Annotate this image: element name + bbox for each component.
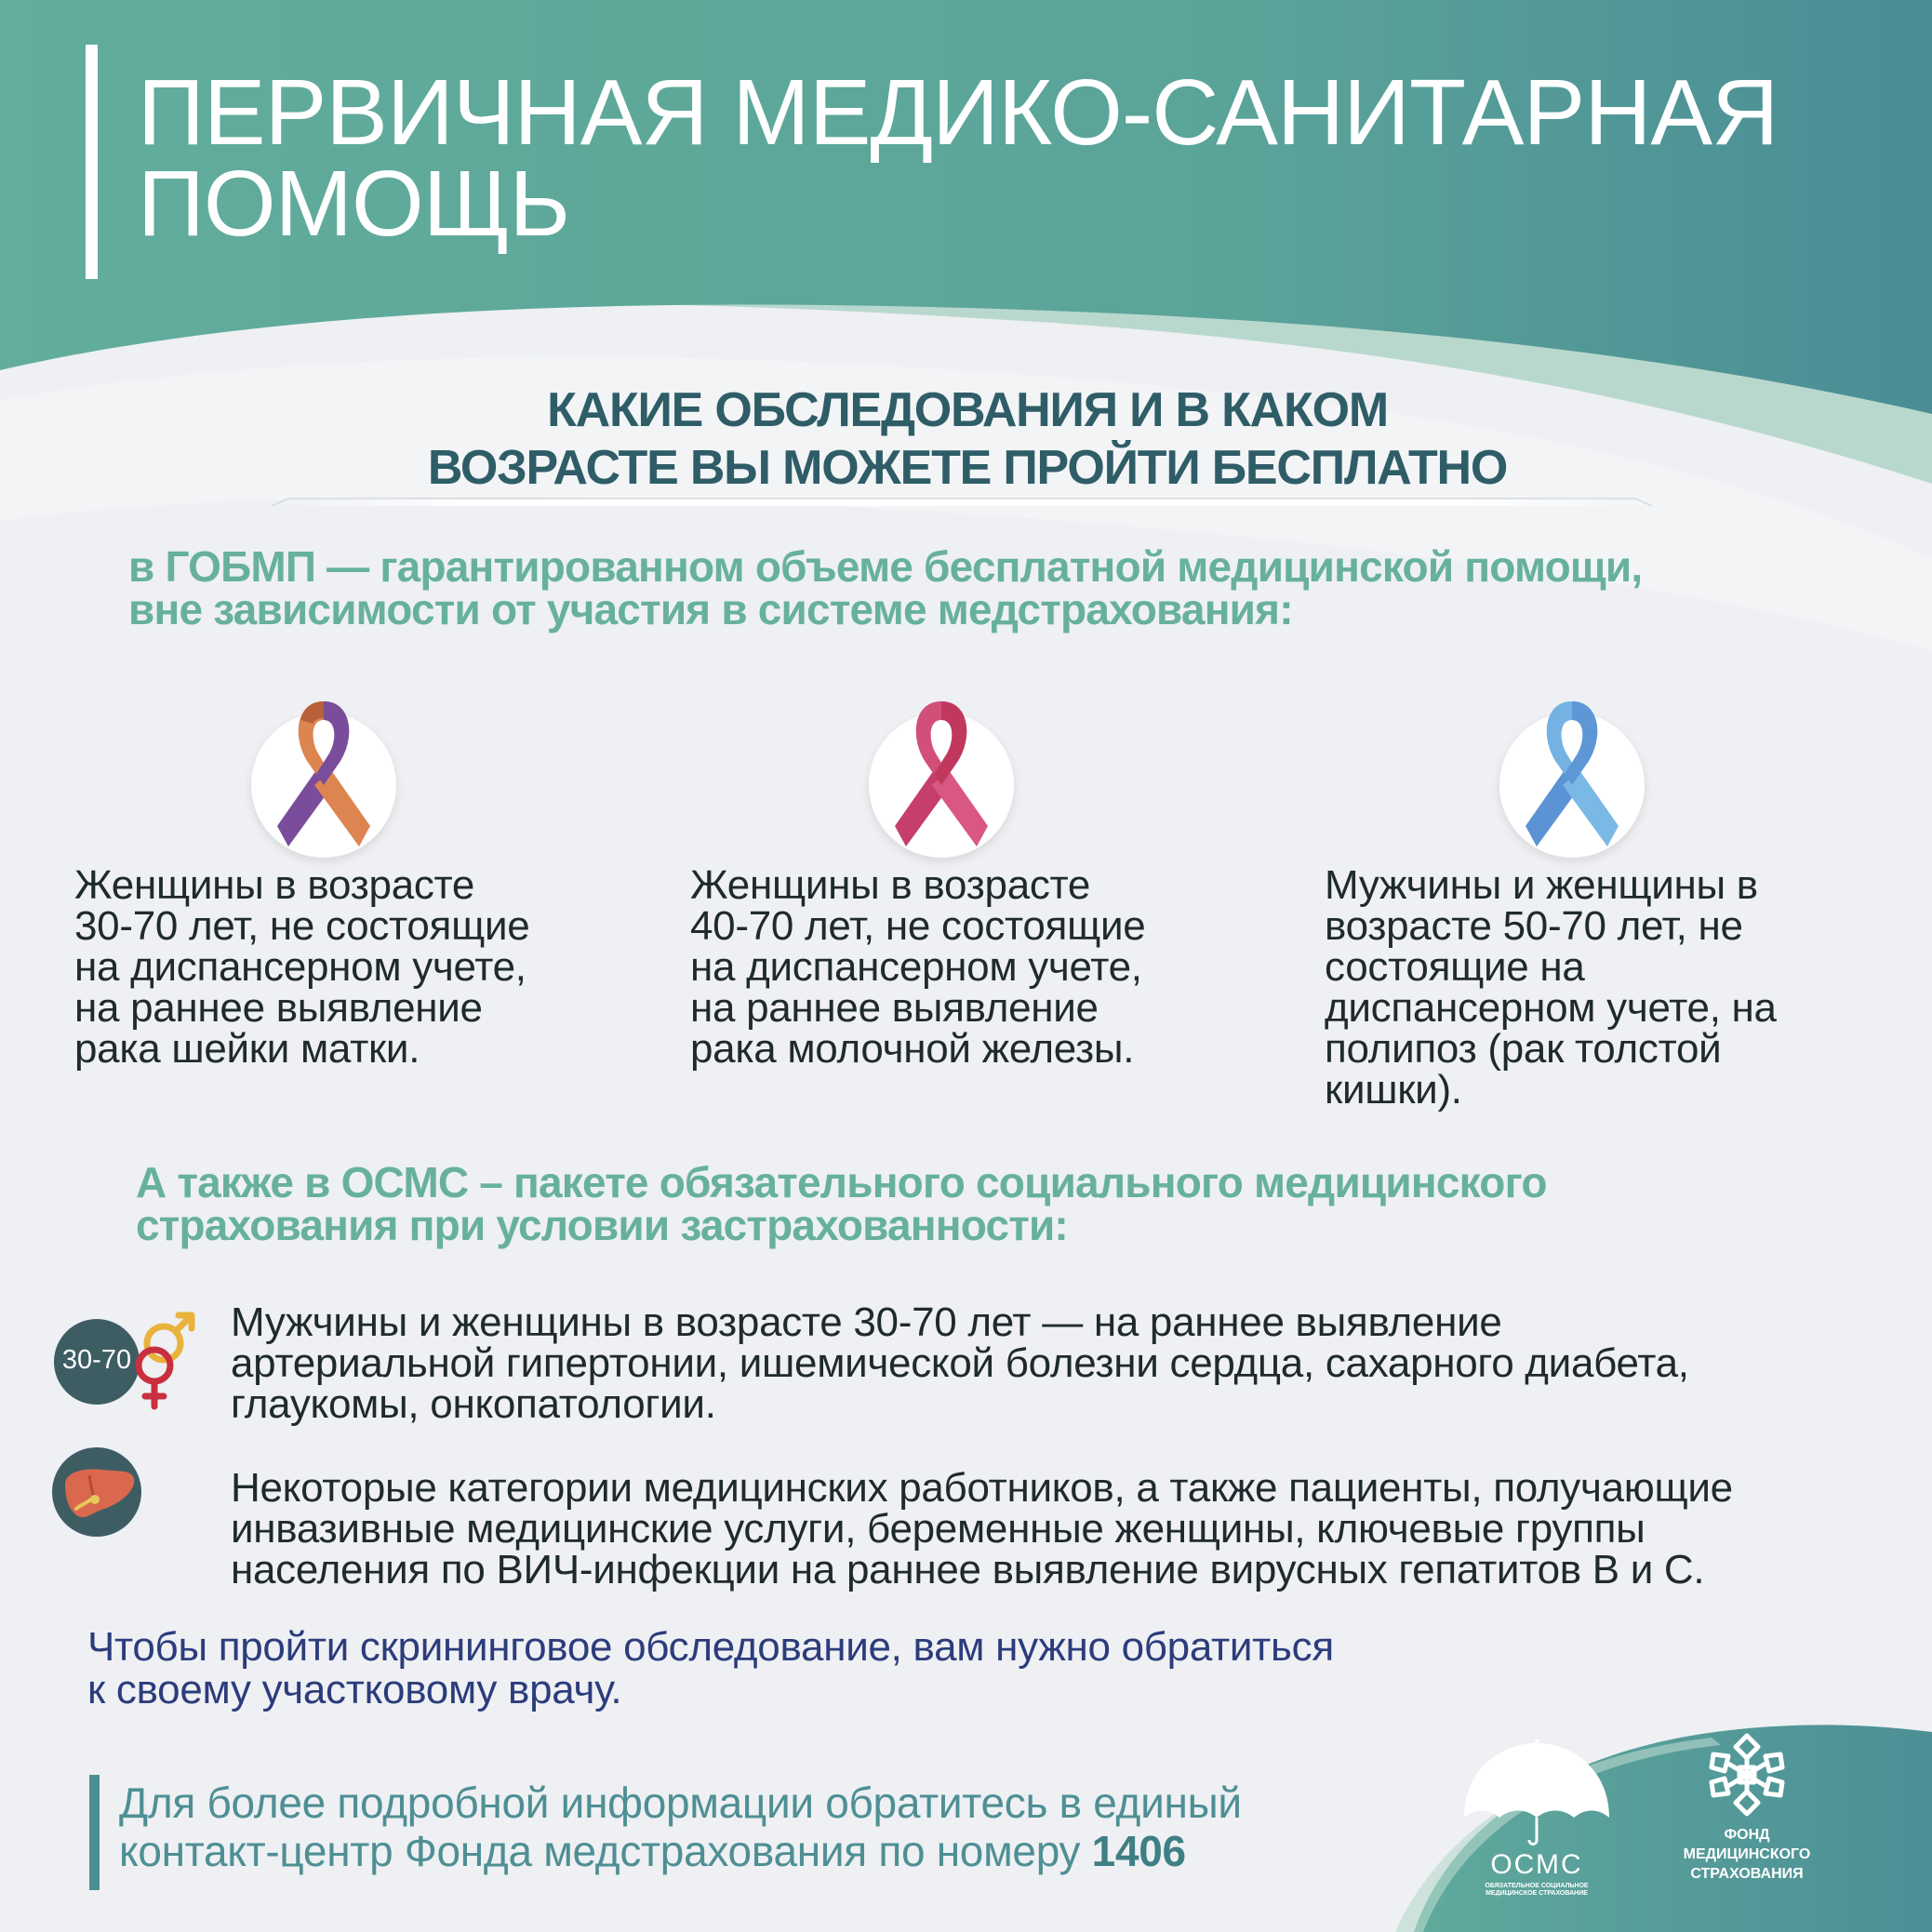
- osms-logo-caption: [1460, 1883, 1613, 1898]
- text-line: состоящие на: [1325, 944, 1585, 990]
- page-title: [138, 60, 1886, 256]
- osms-heading-line1: А также в ОСМС – пакете обязательного социального медицинского: [136, 1158, 1547, 1206]
- info-accent-bar: [89, 1775, 100, 1890]
- text-line: инвазивные медицинские услуги, беременные женщины, ключевые группы: [231, 1506, 1646, 1552]
- screening-colon-text: [1325, 862, 1901, 1113]
- text-line: 40-70 лет, не состоящие: [690, 903, 1146, 949]
- text-line: возрасте 50-70 лет, не: [1325, 903, 1743, 949]
- page-title-line2: ПОМОЩЬ: [138, 152, 570, 256]
- gobmp-heading: [128, 542, 1859, 633]
- osms-heading-line2: страхования при условии застрахованности:: [136, 1201, 1068, 1249]
- text-line: на раннее выявление: [74, 985, 483, 1031]
- contact-info-prefix: контакт-центр Фонда медстрахования по номеру: [119, 1827, 1092, 1875]
- section-subtitle: [242, 381, 1693, 497]
- text-line: кишки).: [1325, 1067, 1462, 1113]
- contact-info: [119, 1779, 1421, 1875]
- text-line: Некоторые категории медицинских работников, а также пациенты, получающие: [231, 1465, 1733, 1511]
- fund-line3: СТРАХОВАНИЯ: [1690, 1866, 1804, 1882]
- contact-info-line1: Для более подробной информации обратитесь в единый: [119, 1779, 1242, 1827]
- text-line: на диспансерном учете,: [74, 944, 526, 990]
- text-line: артериальной гипертонии, ишемической болезни сердца, сахарного диабета,: [231, 1340, 1689, 1386]
- age-badge-label: 30-70: [61, 1345, 132, 1375]
- contact-info-line2: [119, 1827, 1421, 1875]
- osms-caption-line1: ОБЯЗАТЕЛЬНОЕ СОЦИАЛЬНОЕ: [1485, 1883, 1589, 1889]
- osms-heading: [136, 1158, 1866, 1249]
- fund-logo-caption: [1648, 1825, 1845, 1884]
- contact-phone-number: 1406: [1091, 1827, 1186, 1875]
- colon-cancer-ribbon-icon: [1499, 696, 1645, 854]
- gender-symbols-icon: [128, 1310, 205, 1410]
- gobmp-heading-line1: в ГОБМП — гарантированном объеме бесплатной медицинской помощи,: [128, 542, 1643, 591]
- subtitle-underline: [272, 498, 1652, 507]
- screening-note-line1: Чтобы пройти скрининговое обследование, вам нужно обратиться: [87, 1624, 1334, 1670]
- text-line: на диспансерном учете,: [690, 944, 1142, 990]
- text-line: рака молочной железы.: [690, 1026, 1135, 1072]
- subtitle-line1: КАКИЕ ОБСЛЕДОВАНИЯ И В КАКОМ: [547, 383, 1388, 437]
- fund-line2: МЕДИЦИНСКОГО: [1683, 1846, 1811, 1862]
- text-line: рака шейки матки.: [74, 1026, 420, 1072]
- text-line: диспансерном учете, на: [1325, 985, 1777, 1031]
- fund-line1: ФОНД: [1724, 1827, 1770, 1843]
- text-line: Мужчины и женщины в возрасте 30-70 лет — на раннее выявление: [231, 1299, 1502, 1345]
- osms-item-2-text: [231, 1465, 1924, 1592]
- text-line: глаукомы, онкопатологии.: [231, 1381, 716, 1427]
- umbrella-icon: [1459, 1736, 1615, 1847]
- text-line: Мужчины и женщины в: [1325, 862, 1758, 908]
- text-line: полипоз (рак толстой: [1325, 1026, 1722, 1072]
- title-accent-bar: [86, 45, 98, 279]
- text-line: на раннее выявление: [690, 985, 1099, 1031]
- osms-logo-mark: ОСМС: [1490, 1849, 1583, 1880]
- text-line: 30-70 лет, не состоящие: [74, 903, 530, 949]
- text-line: Женщины в возрасте: [690, 862, 1091, 908]
- text-line: Женщины в возрасте: [74, 862, 475, 908]
- text-line: населения по ВИЧ-инфекции на раннее выявление вирусных гепатитов В и С.: [231, 1547, 1705, 1592]
- osms-caption-line2: МЕДИЦИНСКОЕ СТРАХОВАНИЕ: [1486, 1890, 1588, 1897]
- screening-note-line2: к своему участковому врачу.: [87, 1667, 622, 1712]
- liver-icon: [52, 1447, 141, 1537]
- gobmp-heading-line2: вне зависимости от участия в системе медстрахования:: [128, 585, 1293, 633]
- screening-cervical-text: [74, 862, 651, 1072]
- fund-snowflake-icon: [1704, 1730, 1790, 1819]
- breast-cancer-ribbon-icon: [869, 696, 1014, 854]
- screening-note: [87, 1626, 1669, 1712]
- osms-item-1-text: [231, 1299, 1905, 1427]
- page-title-line1: ПЕРВИЧНАЯ МЕДИКО-САНИТАРНАЯ: [138, 60, 1779, 165]
- cervical-cancer-ribbon-icon: [251, 696, 396, 854]
- subtitle-line2: ВОЗРАСТЕ ВЫ МОЖЕТЕ ПРОЙТИ БЕСПЛАТНО: [427, 441, 1508, 495]
- screening-breast-text: [690, 862, 1267, 1072]
